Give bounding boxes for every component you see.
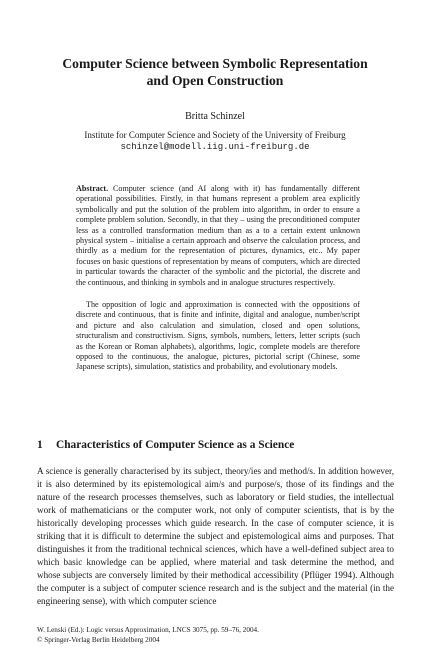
footer-citation: W. Lenski (Ed.): Logic versus Approximation, LNCS 3075, pp. 59–76, 2004.: [37, 626, 259, 634]
section-number: 1: [37, 439, 43, 451]
paper-title: [40, 55, 390, 89]
abstract-label: Abstract.: [76, 184, 109, 193]
title-line-1: Computer Science between Symbolic Representation: [62, 56, 368, 71]
section-title: Characteristics of Computer Science as a Science: [56, 439, 295, 451]
abstract-paragraph-2: The opposition of logic and approximation is connected with the oppositions of discrete and continuous, that is finite and infinite, digital and analogue, number/script and picture and also calculation and simulation, closed and open solutions, structuralism and constructivism. Signs, symbols, numbers, letters, letter scripts (such as the Korean or Roman alphabets), algorithms, logic, complete models are therefore opposed to the continuous, the analogue, pictures, pictorial script (Chinese, some Japanese scripts), simulation, statistics and probability, and evolutionary models.: [76, 300, 360, 372]
abstract-paragraph-1: [76, 184, 360, 288]
author-name: Britta Schinzel: [185, 111, 245, 122]
abstract-text-1: Computer science (and AI along with it) has fundamentally different operational possibilities. Firstly, in that humans represent a problem area explicitly symbolically and put the solution of the problem into algorithm, in order to ensure a complete problem solution. Secondly, in that they – using the preconditioned computer less as a controlled transformation medium than as a to a certain extent unknown physical system – initialise a certain approach and observe the calculation process, and thirdly as a medium for the representation of pictures, dynamics, etc.. My paper focuses on basic questions of representation by means of computers, which are directed in particular towards the character of the symbolic and the pictorial, the discrete and the continuous, and thinking in symbols and in analogue structures respectively.: [76, 184, 360, 287]
page-footer: [37, 626, 397, 645]
section-heading: [37, 438, 397, 452]
body-paragraph: A science is generally characterised by its subject, theory/ies and method/s. In addition however, it is also determined by its epistemological aim/s and purpose/s, those of its findings and the nature of the research processes themselves, such as laboratory or field studies, the intellectual work of mathematicians or the computer work, not only of computer scientists, that is by the historically developing processes which guide research. In the case of computer science, it is striking that it is difficult to determine the subject and epistemological aims and purposes. That distinguishes it from the traditional technical sciences, which have a well-defined subject area to which basic knowledge can be applied, where material and task determine the method, and whose subjects are conversely limited by their methodical accessibility (Pflüger 1994). Although the computer is a subject of computer science research and is the subject and the material (in the engineering sense), with which computer science: [37, 466, 394, 606]
author-affiliation: Institute for Computer Science and Society of the University of Freiburg: [84, 130, 346, 140]
title-line-2: and Open Construction: [146, 73, 284, 88]
author-email: schinzel@modell.iig.uni-freiburg.de: [120, 142, 310, 152]
footer-copyright: © Springer-Verlag Berlin Heidelberg 2004: [37, 635, 160, 644]
